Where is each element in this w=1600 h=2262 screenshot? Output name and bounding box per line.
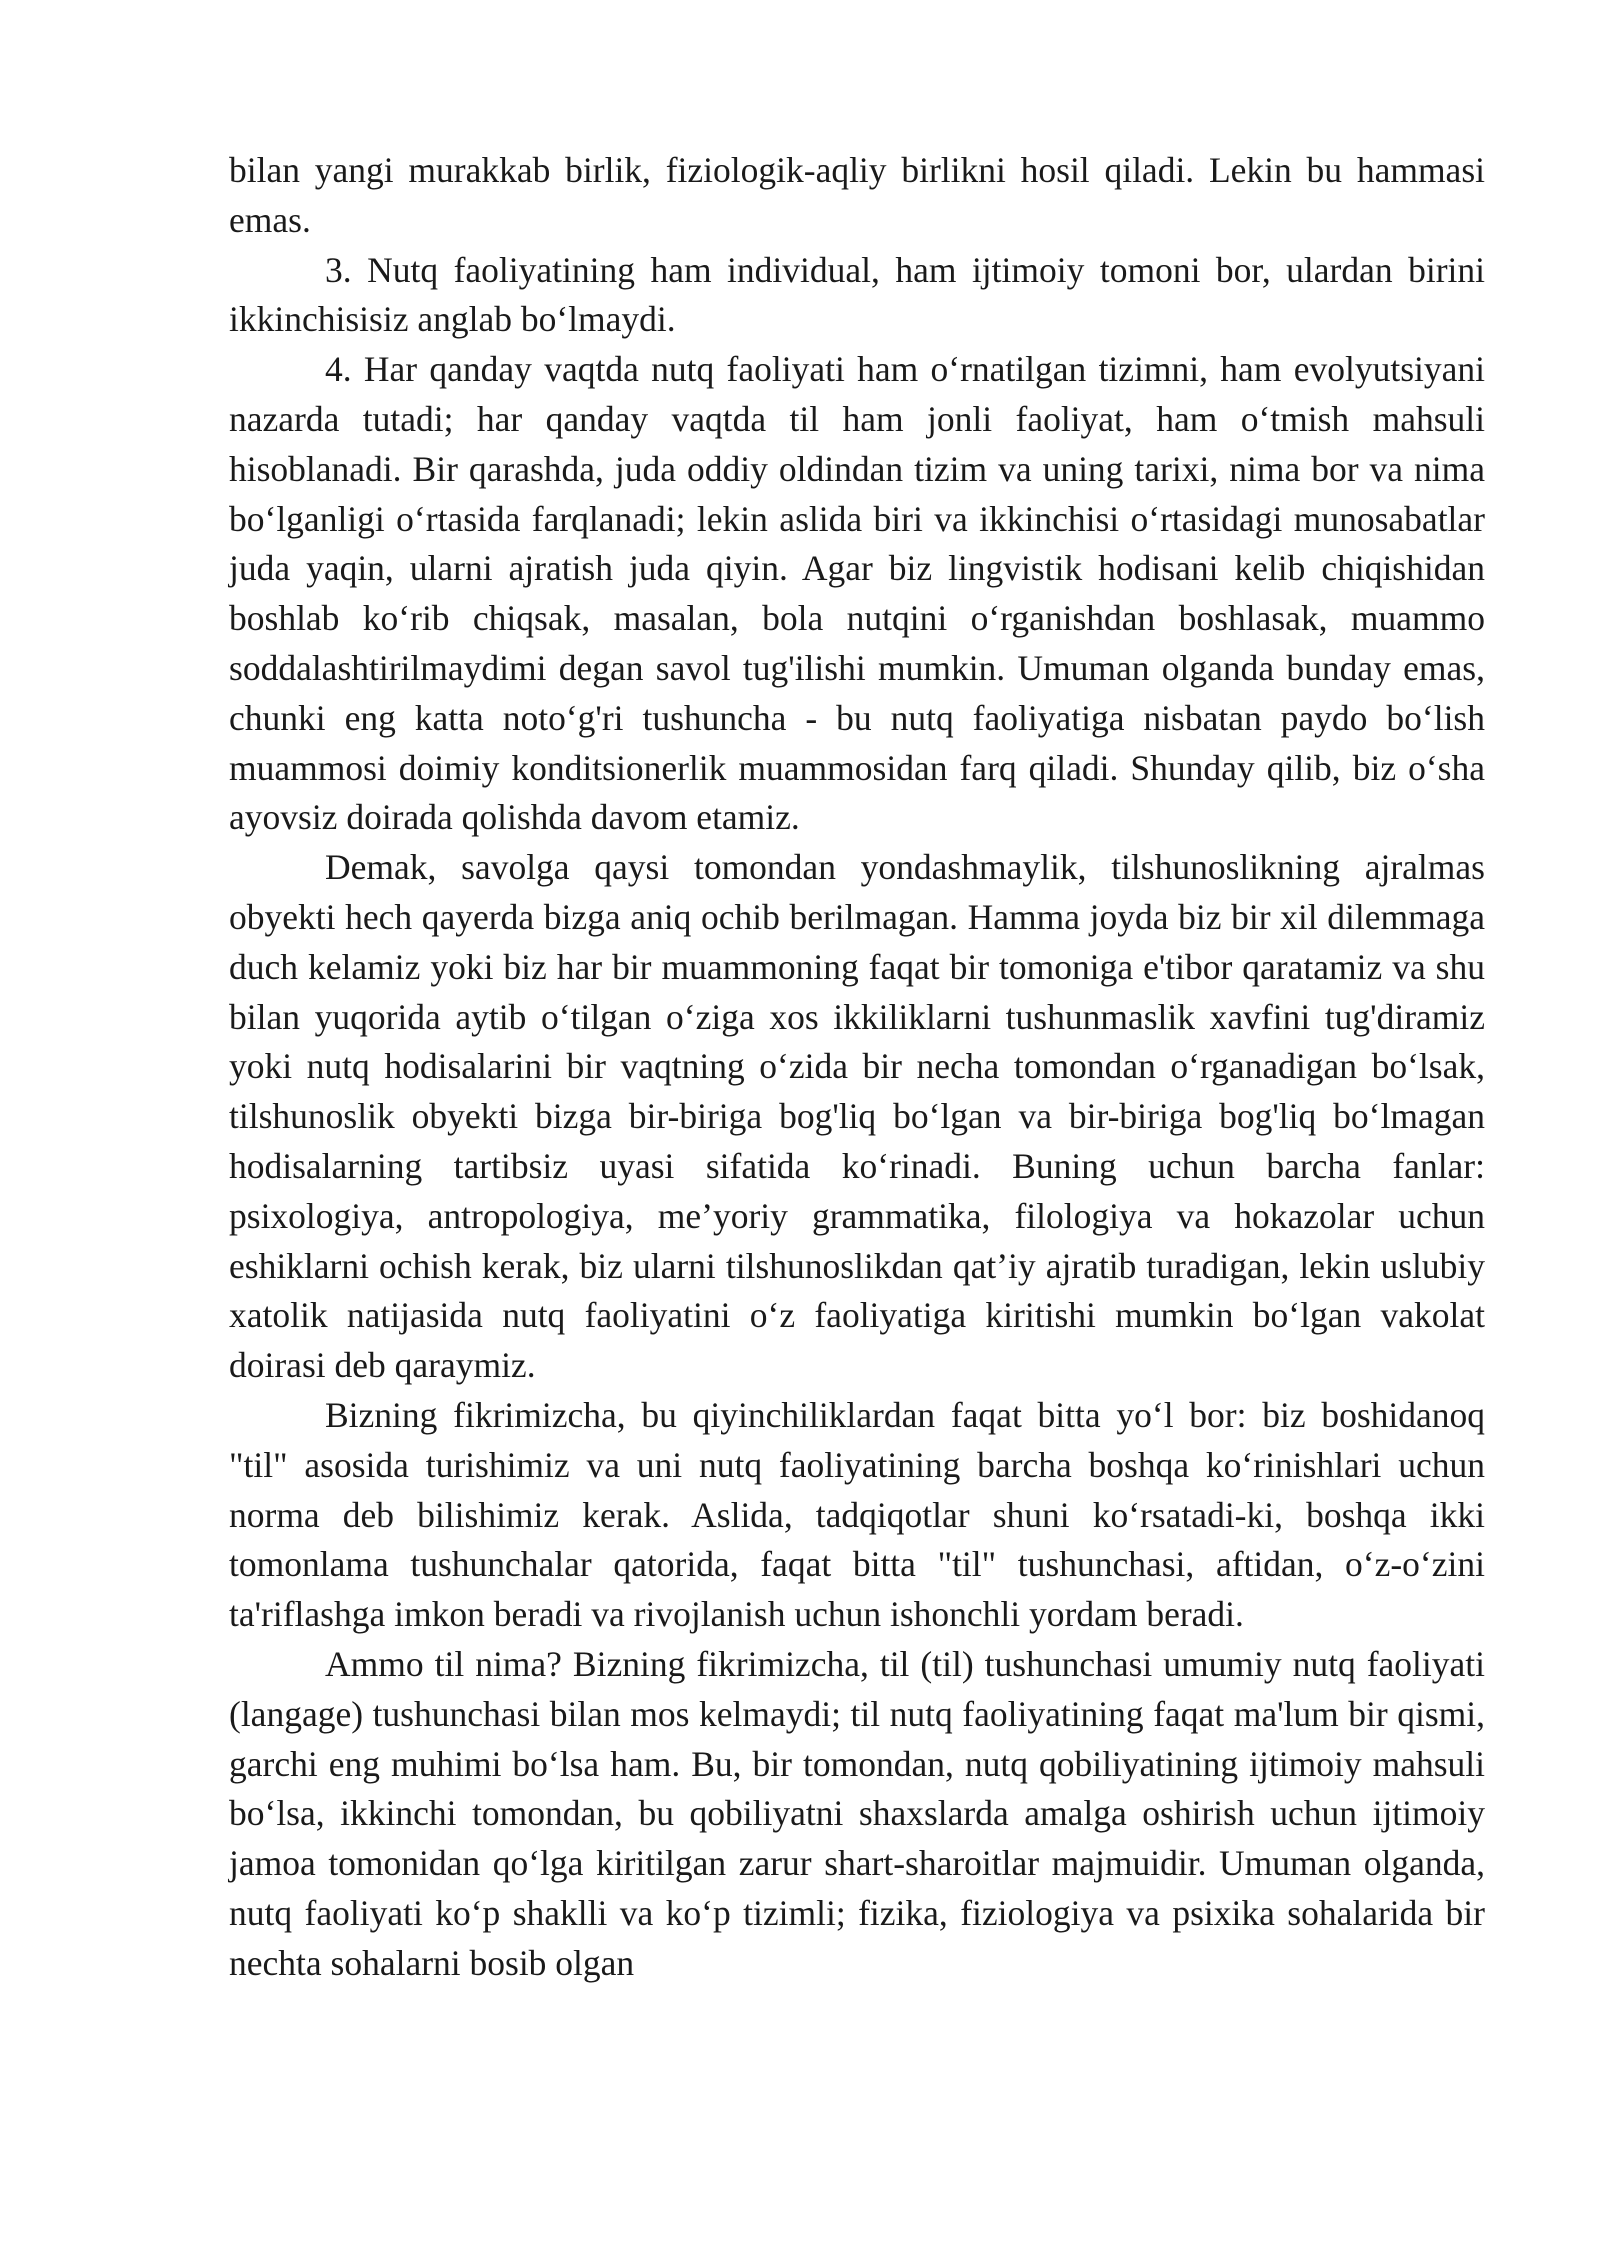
paragraph-3: 4. Har qanday vaqtda nutq faoliyati ham o‘rnatilgan tizimni, ham evolyutsiyani nazarda tutadi; har qanday vaqtda til ham jonli faoliyat, ham o‘tmish mahsuli hisoblanadi. Bir qarashda, juda oddiy oldindan tizim va uning tarixi, nima bor va nima bo‘lganligi o‘rtasida farqlanadi; lekin aslida biri va ikkinchisi o‘rtasidagi munosabatlar juda yaqin, ularni ajratish juda qiyin. Agar biz lingvistik hodisani kelib chiqishidan boshlab ko‘rib chiqsak, masalan, bola nutqini o‘rganishdan boshlasak, muammo soddalashtirilmaydimi degan savol tug'ilishi mumkin. Umuman olganda bunday emas, chunki eng katta noto‘g'ri tushuncha - bu nutq faoliyatiga nisbatan paydo bo‘lish muammosi doimiy konditsionerlik muammosidan farq qiladi. Shunday qilib, biz o‘sha ayovsiz doirada qolishda davom etamiz. <box>229 349 1485 838</box>
paragraph-4: Demak, savolga qaysi tomondan yondashmaylik, tilshunoslikning ajralmas obyekti hech qayerda bizga aniq ochib berilmagan. Hamma joyda biz bir xil dilemmaga duch kelamiz yoki biz har bir muammoning faqat bir tomoniga e'tibor qaratamiz va shu bilan yuqorida aytib o‘tilgan o‘ziga xos ikkiliklarni tushunmaslik xavfini tug'diramiz yoki nutq hodisalarini bir vaqtning o‘zida bir necha tomondan o‘rganadigan bo‘lsak, tilshunoslik obyekti bizga bir-biriga bog'liq bo‘lgan va bir-biriga bog'liq bo‘lmagan hodisalarning tartibsiz uyasi sifatida ko‘rinadi. Buning uchun barcha fanlar: psixologiya, antropologiya, me’yoriy grammatika, filologiya va hokazolar uchun eshiklarni ochish kerak, biz ularni tilshunoslikdan qat’iy ajratib turadigan, lekin uslubiy xatolik natijasida nutq faoliyatini o‘z faoliyatiga kiritishi mumkin bo‘lgan vakolat doirasi deb qaraymiz. <box>229 847 1485 1386</box>
paragraph-6: Ammo til nima? Bizning fikrimizcha, til (til) tushunchasi umumiy nutq faoliyati (langage) tushunchasi bilan mos kelmaydi; til nutq faoliyatining faqat ma'lum bir qismi, garchi eng muhimi bo‘lsa ham. Bu, bir tomondan, nutq qobiliyatining ijtimoiy mahsuli bo‘lsa, ikkinchi tomondan, bu qobiliyatni shaxslarda amalga oshirish uchun ijtimoiy jamoa tomonidan qo‘lga kiritilgan zarur shart-sharoitlar majmuidir. Umuman olganda, nutq faoliyati ko‘p shaklli va ko‘p tizimli; fizika, fiziologiya va psixika sohalarida bir nechta sohalarni bosib olgan <box>229 1643 1485 1983</box>
document-page <box>229 146 1485 1988</box>
paragraph-1: bilan yangi murakkab birlik, fiziologik-aqliy birlikni hosil qiladi. Lekin bu hammasi emas. <box>229 150 1485 240</box>
paragraph-2: 3. Nutq faoliyatining ham individual, ham ijtimoiy tomoni bor, ulardan birini ikkinchisisiz anglab bo‘lmaydi. <box>229 249 1485 340</box>
paragraph-5: Bizning fikrimizcha, bu qiyinchiliklardan faqat bitta yo‘l bor: biz boshidanoq "til" asosida turishimiz va uni nutq faoliyatining barcha boshqa ko‘rinishlari uchun norma deb bilishimiz kerak. Aslida, tadqiqotlar shuni ko‘rsatadi-ki, boshqa ikki tomonlama tushunchalar qatorida, faqat bitta "til" tushunchasi, aftidan, o‘z-o‘zini ta'riflashga imkon beradi va rivojlanish uchun ishonchli yordam beradi. <box>229 1394 1485 1635</box>
